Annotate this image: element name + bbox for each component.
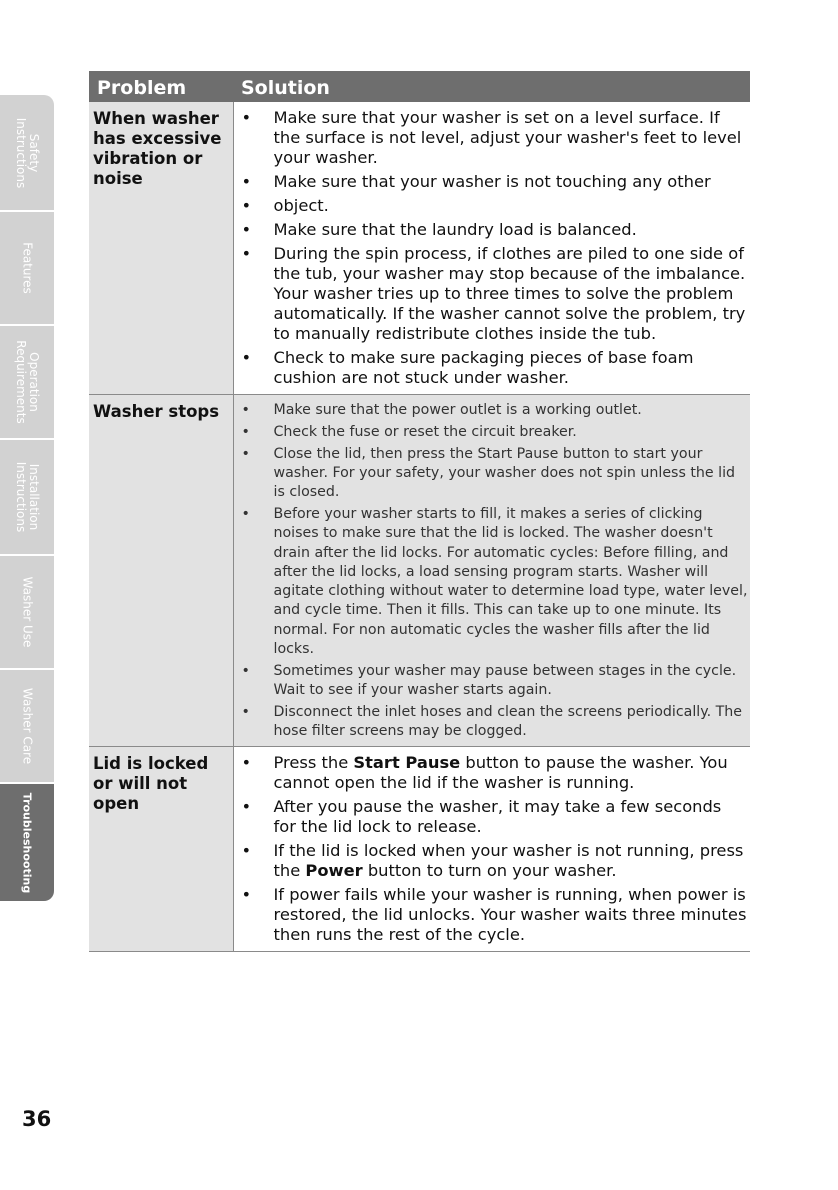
side-tabs (0, 95, 54, 901)
solution-text: Press the (273, 753, 354, 773)
solution-item: • Disconnect the inlet hoses and clean the screens periodically. The hose filter screens may be clogged. (238, 703, 749, 742)
solution-item: • Make sure that the laundry load is balanced. (238, 220, 749, 240)
tab-label: Safety Instructions (14, 117, 41, 188)
header-problem: Problem (89, 71, 233, 102)
solution-item (238, 753, 749, 793)
solution-list (238, 108, 749, 388)
solution-cell (233, 102, 750, 395)
solution-item (238, 841, 749, 881)
problem-cell: Lid is locked or will not open (89, 747, 233, 952)
solution-text: button to turn on your washer. (362, 861, 617, 881)
table-row (89, 747, 750, 952)
solution-item: • Make sure that your washer is set on a level surface. If the surface is not level, adjust your washer's feet to level your washer. (238, 108, 749, 168)
tab-label: Troubleshooting (20, 792, 34, 893)
page-number: 36 (22, 1107, 52, 1131)
solution-item: • Check to make sure packaging pieces of base foam cushion are not stuck under washer. (238, 348, 749, 388)
solution-cell (233, 395, 750, 747)
solution-text: After you pause the washer, it may take a few seconds for the lid lock to release. (273, 797, 722, 837)
solution-item: • Make sure that your washer is not touching any other (238, 172, 749, 192)
tab-label: Installation Instructions (14, 461, 41, 533)
tab-label: Washer Use (20, 576, 35, 648)
solution-list (238, 753, 749, 945)
solution-text: If power fails while your washer is running, when power is restored, the lid unlocks. Your washer waits three minutes then runs the rest of the cycle. (273, 885, 747, 945)
tab-operation-requirements[interactable] (0, 326, 54, 440)
start-pause-button-name: Start Pause (353, 753, 461, 773)
solution-item: • Close the lid, then press the Start Pause button to start your washer. For your safety, your washer does not spin unless the lid is closed. (238, 445, 749, 503)
solution-text: button to pause the washer. You cannot open the lid if the washer is running. (273, 753, 728, 793)
troubleshooting-table (89, 71, 750, 952)
problem-cell: Washer stops (89, 395, 233, 747)
table-header-row (89, 71, 750, 102)
power-button-name: Power (305, 861, 363, 881)
solution-item (238, 885, 749, 945)
solution-item: • Make sure that the power outlet is a working outlet. (238, 401, 749, 420)
solution-list (238, 401, 749, 742)
solution-item: • Sometimes your washer may pause between stages in the cycle. Wait to see if your washer starts again. (238, 662, 749, 701)
solution-text: If the lid is locked when your washer is not running, press the (273, 841, 744, 881)
table-row (89, 102, 750, 395)
header-solution: Solution (233, 71, 750, 102)
tab-safety-instructions[interactable] (0, 95, 54, 212)
tab-washer-use[interactable] (0, 556, 54, 670)
tab-label: Washer Care (20, 687, 35, 765)
tab-washer-care[interactable] (0, 670, 54, 784)
table-row (89, 395, 750, 747)
solution-item: • Check the fuse or reset the circuit breaker. (238, 423, 749, 442)
problem-cell: When washer has excessive vibration or noise (89, 102, 233, 395)
tab-features[interactable] (0, 212, 54, 326)
tab-installation-instructions[interactable] (0, 440, 54, 556)
solution-item: • Before your washer starts to fill, it makes a series of clicking noises to make sure that the lid is locked. The washer doesn't drain after the lid locks. For automatic cycles: Before filling, and after the lid locks, a load sensing program starts. Washer will agitate clothing without water to determine load type, water level, and cycle time. Then it fills. This can take up to one minute. Its normal. For non automatic cycles the washer fills after the lid locks. (238, 505, 749, 659)
solution-item: • object. (238, 196, 749, 216)
solution-cell (233, 747, 750, 952)
solution-item: • During the spin process, if clothes are piled to one side of the tub, your washer may stop because of the imbalance. Your washer tries up to three times to solve the problem automatically. If the washer cannot solve the problem, try to manually redistribute clothes inside the tub. (238, 244, 749, 344)
tab-label: Features (20, 242, 35, 294)
tab-label: Operation Requirements (14, 340, 41, 424)
solution-item (238, 797, 749, 837)
tab-troubleshooting[interactable] (0, 784, 54, 901)
